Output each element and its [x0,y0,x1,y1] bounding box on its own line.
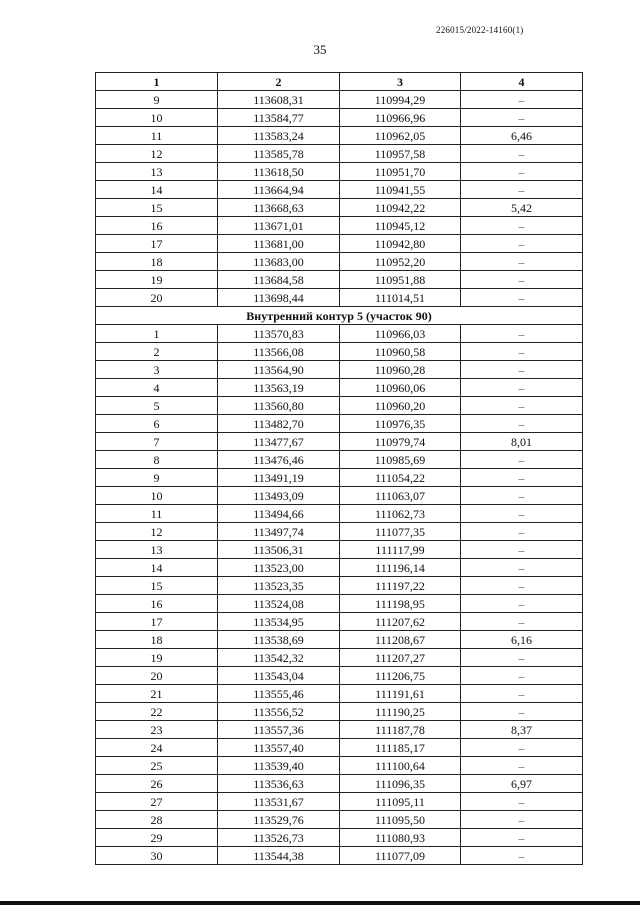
table-cell: – [461,415,583,433]
table-cell: 14 [96,181,218,199]
table-cell: 111095,50 [340,811,461,829]
table-cell: 113557,36 [218,721,340,739]
table-row [96,757,583,775]
table-row [96,739,583,757]
table-cell: – [461,595,583,613]
table-cell: 113539,40 [218,757,340,775]
table-cell: 113477,67 [218,433,340,451]
table-cell: 113684,58 [218,271,340,289]
table-cell: 26 [96,775,218,793]
table-row [96,793,583,811]
table-cell: 1 [96,325,218,343]
table-cell: 8 [96,451,218,469]
table-cell: 110942,22 [340,199,461,217]
table-cell: 16 [96,595,218,613]
section-row [96,307,583,325]
table-row [96,649,583,667]
table-cell: – [461,469,583,487]
table-row [96,91,583,109]
table-cell: – [461,235,583,253]
table-cell: 111207,62 [340,613,461,631]
table-cell: 113564,90 [218,361,340,379]
table-cell: 113542,32 [218,649,340,667]
page-number: 35 [313,42,327,57]
table-cell: 113538,69 [218,631,340,649]
table-cell: 113536,63 [218,775,340,793]
table-cell: 29 [96,829,218,847]
table-cell: 110951,88 [340,271,461,289]
table-row [96,595,583,613]
table-cell: 110960,20 [340,397,461,415]
table-cell: 19 [96,649,218,667]
table-cell: 111077,09 [340,847,461,865]
table-cell: – [461,847,583,865]
table-row [96,415,583,433]
table-row [96,487,583,505]
table-row [96,397,583,415]
table-cell: 111197,22 [340,577,461,595]
table-cell: 14 [96,559,218,577]
table-cell: 11 [96,505,218,523]
scan-edge [0,901,640,905]
table-cell: 113560,80 [218,397,340,415]
table-cell: 10 [96,109,218,127]
table-cell: 111185,17 [340,739,461,757]
table-cell: – [461,253,583,271]
table-cell: 18 [96,631,218,649]
table-header-row [96,73,583,91]
table-cell: – [461,361,583,379]
section-title: Внутренний контур 5 (участок 90) [96,307,583,325]
table-cell: – [461,397,583,415]
table-row [96,217,583,235]
table-cell: – [461,109,583,127]
table-cell: 8,37 [461,721,583,739]
table-cell: – [461,613,583,631]
table-cell: 113523,00 [218,559,340,577]
table-cell: 110942,80 [340,235,461,253]
table-cell: – [461,487,583,505]
table-cell: 111080,93 [340,829,461,847]
table-cell: – [461,829,583,847]
table-row [96,667,583,685]
table-cell: – [461,523,583,541]
table-cell: 3 [96,361,218,379]
table-cell: 30 [96,847,218,865]
table-row [96,631,583,649]
table-body-part1 [96,91,583,307]
table-cell: 113493,09 [218,487,340,505]
table-cell: 113668,63 [218,199,340,217]
table-cell: 21 [96,685,218,703]
table-cell: 110941,55 [340,181,461,199]
table-row [96,343,583,361]
table-cell: 113584,77 [218,109,340,127]
table-row [96,289,583,307]
table-cell: 110962,05 [340,127,461,145]
table-row [96,613,583,631]
table-cell: 25 [96,757,218,775]
table-cell: 110966,96 [340,109,461,127]
table-cell: 6,97 [461,775,583,793]
table-cell: – [461,757,583,775]
table-cell: 20 [96,667,218,685]
table-cell: 111190,25 [340,703,461,721]
table-cell: 8,01 [461,433,583,451]
column-header: 1 [96,73,218,91]
table-row [96,127,583,145]
table-cell: – [461,577,583,595]
table-cell: 11 [96,127,218,145]
table-cell: 113476,46 [218,451,340,469]
table-row [96,469,583,487]
table-cell: – [461,379,583,397]
table-cell: 110957,58 [340,145,461,163]
table-cell: 111095,11 [340,793,461,811]
table-cell: 10 [96,487,218,505]
table-cell: 22 [96,703,218,721]
table-cell: 111196,14 [340,559,461,577]
table-cell: – [461,667,583,685]
table-cell: 110976,35 [340,415,461,433]
table-cell: – [461,217,583,235]
table-cell: – [461,559,583,577]
table-cell: 113506,31 [218,541,340,559]
table-cell: 111198,95 [340,595,461,613]
table-body-part2 [96,325,583,865]
table-cell: 9 [96,91,218,109]
table-cell: 113563,19 [218,379,340,397]
table-cell: 24 [96,739,218,757]
table-cell: 113534,95 [218,613,340,631]
table-row [96,577,583,595]
table-cell: 110945,12 [340,217,461,235]
table-row [96,703,583,721]
table-cell: 20 [96,289,218,307]
table-cell: 111117,99 [340,541,461,559]
table-row [96,523,583,541]
table-cell: 110979,74 [340,433,461,451]
table-cell: – [461,91,583,109]
table-cell: 2 [96,343,218,361]
table-cell: 110994,29 [340,91,461,109]
table-cell: 111187,78 [340,721,461,739]
table-cell: 13 [96,163,218,181]
table-row [96,685,583,703]
table-cell: – [461,343,583,361]
table-cell: 113585,78 [218,145,340,163]
column-header: 3 [340,73,461,91]
table-cell: 113557,40 [218,739,340,757]
table-cell: 110985,69 [340,451,461,469]
table-cell: 6 [96,415,218,433]
table-cell: 111206,75 [340,667,461,685]
table-row [96,145,583,163]
table-row [96,253,583,271]
table-row [96,451,583,469]
table-cell: 113555,46 [218,685,340,703]
table-cell: 113556,52 [218,703,340,721]
table-row [96,199,583,217]
table-cell: 5,42 [461,199,583,217]
table-row [96,559,583,577]
table-cell: 113583,24 [218,127,340,145]
table-cell: 113570,83 [218,325,340,343]
table-row [96,541,583,559]
table-cell: 4 [96,379,218,397]
table-cell: – [461,289,583,307]
table-cell: 12 [96,145,218,163]
table-cell: 113683,00 [218,253,340,271]
table-row [96,163,583,181]
table-cell: 111062,73 [340,505,461,523]
table-cell: 110952,20 [340,253,461,271]
table-cell: 111014,51 [340,289,461,307]
table-cell: 23 [96,721,218,739]
table-row [96,829,583,847]
table-row [96,181,583,199]
table-cell: 15 [96,199,218,217]
table-row [96,505,583,523]
table-cell: 113494,66 [218,505,340,523]
table-cell: 113524,08 [218,595,340,613]
table-cell: 111100,64 [340,757,461,775]
table-cell: – [461,541,583,559]
table-cell: 113544,38 [218,847,340,865]
table-cell: 113491,19 [218,469,340,487]
table-cell: 6,16 [461,631,583,649]
table-cell: – [461,793,583,811]
table-row [96,325,583,343]
table-cell: – [461,325,583,343]
table-cell: 6,46 [461,127,583,145]
table-row [96,721,583,739]
table-cell: 111054,22 [340,469,461,487]
table-cell: – [461,163,583,181]
table-cell: 111063,07 [340,487,461,505]
table-cell: 19 [96,271,218,289]
table-row [96,271,583,289]
table-cell: 113497,74 [218,523,340,541]
table-cell: 111096,35 [340,775,461,793]
column-header: 2 [218,73,340,91]
table-cell: – [461,451,583,469]
table-cell: 111077,35 [340,523,461,541]
table-row [96,361,583,379]
table-cell: 5 [96,397,218,415]
table-cell: 111207,27 [340,649,461,667]
table-row [96,109,583,127]
table-row [96,847,583,865]
table-row [96,811,583,829]
table-cell: 113608,31 [218,91,340,109]
column-header: 4 [461,73,583,91]
table-cell: 113618,50 [218,163,340,181]
table-cell: 16 [96,217,218,235]
table-row [96,775,583,793]
table-cell: 110966,03 [340,325,461,343]
table-cell: – [461,145,583,163]
table-cell: 9 [96,469,218,487]
table-cell: – [461,181,583,199]
table-row [96,379,583,397]
table-cell: 27 [96,793,218,811]
table-cell: – [461,649,583,667]
table-cell: – [461,271,583,289]
table-cell: 17 [96,613,218,631]
table-cell: 113523,35 [218,577,340,595]
table-cell: 15 [96,577,218,595]
table-cell: 28 [96,811,218,829]
table-cell: 113526,73 [218,829,340,847]
table-cell: 113531,67 [218,793,340,811]
table-cell: 18 [96,253,218,271]
table-cell: 110951,70 [340,163,461,181]
table-cell: 111191,61 [340,685,461,703]
table-row [96,235,583,253]
table-cell: – [461,739,583,757]
table-cell: 113543,04 [218,667,340,685]
table-cell: – [461,505,583,523]
table-cell: 113681,00 [218,235,340,253]
table-cell: 113664,94 [218,181,340,199]
table-row [96,433,583,451]
table-cell: 113566,08 [218,343,340,361]
coordinates-table [95,72,583,865]
table-cell: 111208,67 [340,631,461,649]
table-cell: 113482,70 [218,415,340,433]
table-cell: – [461,685,583,703]
table-cell: 113529,76 [218,811,340,829]
table-cell: 17 [96,235,218,253]
document-id: 226015/2022-14160(1) [436,25,524,35]
table-cell: 110960,28 [340,361,461,379]
table-cell: 110960,58 [340,343,461,361]
table-cell: 13 [96,541,218,559]
table-cell: 113698,44 [218,289,340,307]
table-cell: 12 [96,523,218,541]
table-cell: – [461,703,583,721]
table-cell: 110960,06 [340,379,461,397]
table-cell: – [461,811,583,829]
table-cell: 7 [96,433,218,451]
table-cell: 113671,01 [218,217,340,235]
